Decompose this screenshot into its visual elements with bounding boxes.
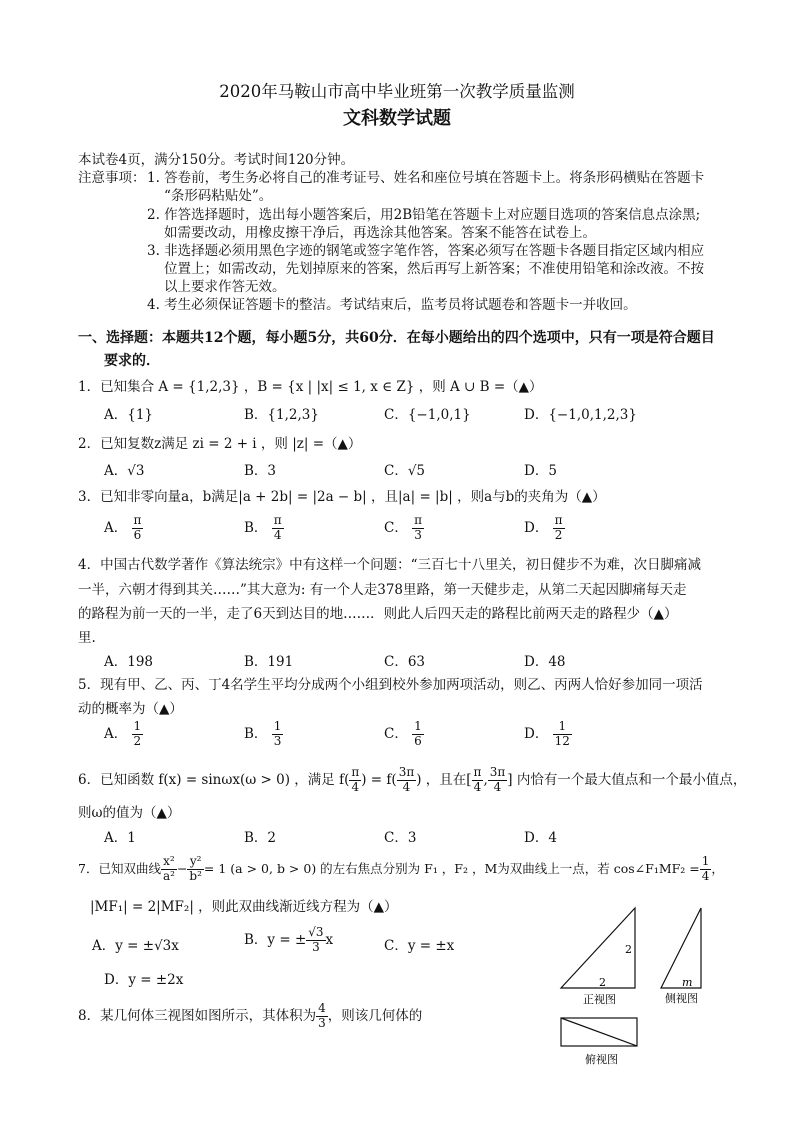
- question-4-line2: 一半，六朝才得到其关……”其大意为: 有一个人走378里路，第一天健步走，从第二天起因脚痛每天走: [78, 582, 687, 598]
- question-6-line1: 6．已知函数 f(x) = sinωx(ω > 0) ，满足 f( $\frac{\pi}{4}$ ) = f( $\frac{3\pi}{4}$ ) ，且在[ $\frac{\pi}{4}$ , $\frac{3\pi}{4}$ ] 内恰有一个最大值点和一个最小值点，: [78, 765, 747, 794]
- q2-option-d: D．5: [524, 463, 557, 479]
- front-base-label: 2: [599, 976, 606, 989]
- q2-option-c: C．√5: [384, 463, 426, 479]
- intro-text: 本试卷4页，满分150分。考试时间120分钟。: [78, 152, 355, 168]
- fraction: $\frac{\pi}{4}$: [273, 513, 282, 542]
- question-1: 1．已知集合 A = {1,2,3} ，B = {x | |x| ≤ 1, x ∈ Z} ，则 A ∪ B =（▲）: [78, 379, 543, 395]
- note-1b: “条形码粘贴处”。: [164, 188, 273, 204]
- q6-option-a: A．1: [104, 830, 136, 846]
- fraction: $\frac{\pi}{4}$: [351, 765, 360, 794]
- q3-option-c: C． $\frac{\pi}{3}$: [384, 513, 423, 542]
- fraction: $\frac{\pi}{6}$: [133, 513, 142, 542]
- fraction: $\frac{3\pi}{4}$: [489, 765, 506, 794]
- q7-option-a: A．y = ±√3x: [92, 938, 179, 954]
- question-4-line1: 4．中国古代数学著作《算法统宗》中有这样一个问题：“三百七十八里关，初日健步不为难，次日脚痛减: [78, 557, 701, 573]
- top-view-diagonal: [561, 1018, 637, 1046]
- side-view-label: 侧视图: [665, 992, 698, 1005]
- question-3: 3．已知非零向量a，b满足|a + 2b| = |2a − b| ，且|a| = |b| ，则a与b的夹角为（▲）: [78, 489, 606, 505]
- fraction: $\frac{1}{4}$: [701, 854, 710, 883]
- question-8: 8．某几何体三视图如图所示，其体积为 $\frac{4}{3}$ ，则该几何体的: [78, 1001, 423, 1030]
- notes-label: 注意事项：: [78, 170, 146, 186]
- q1-option-c: C．{−1,0,1}: [384, 407, 471, 423]
- q4-option-d: D．48: [524, 654, 566, 670]
- fraction: $\frac{1}{2}$: [133, 719, 142, 748]
- fraction: $\frac{1}{6}$: [414, 719, 422, 748]
- question-5-line2: 动的概率为（▲）: [78, 701, 183, 717]
- section-heading-cont: 要求的．: [104, 353, 160, 369]
- question-6-line2: 则ω的值为（▲）: [78, 805, 181, 821]
- note-2a: 2. 作答选择题时，选出每小题答案后，用2B铅笔在答题卡上对应题目选项的答案信息点涂黑;: [147, 207, 701, 223]
- q3-option-d: D． $\frac{\pi}{2}$: [524, 513, 563, 542]
- q3-option-a: A． $\frac{\pi}{6}$: [104, 513, 142, 542]
- q4-option-c: C．63: [384, 654, 426, 670]
- front-view-label: 正视图: [583, 993, 616, 1006]
- q7-option-c: C．y = ±x: [384, 938, 455, 954]
- fraction: $\frac{\pi}{4}$: [473, 765, 482, 794]
- q2-option-b: B．3: [244, 463, 277, 479]
- top-view-label: 俯视图: [585, 1053, 618, 1066]
- question-2: 2．已知复数z满足 zi = 2 + i ，则 |z| =（▲）: [78, 436, 362, 452]
- exam-subtitle: 文科数学试题: [343, 108, 451, 129]
- q5-option-c: C． $\frac{1}{6}$: [384, 719, 422, 748]
- note-3c: 以上要求作答无效。: [164, 279, 286, 295]
- side-base-label: m: [682, 976, 693, 989]
- q6-option-d: D．4: [524, 830, 557, 846]
- section-heading: 一、选择题：本题共12个题，每小题5分，共60分．在每小题给出的四个选项中，只有一项是符合题目: [78, 330, 715, 346]
- q1-option-b: B．{1,2,3}: [244, 407, 319, 423]
- question-4-line3: 的路程为前一天的一半，走了6天到达目的地……．则此人后四天走的路程比前两天走的路程少（▲）: [78, 606, 678, 622]
- note-3b: 位置上；如需改动，先划掉原来的答案，然后再写上新答案；不准使用铅笔和涂改液。不按: [164, 261, 704, 277]
- exam-title: 2020年马鞍山市高中毕业班第一次教学质量监测: [219, 82, 575, 101]
- question-5-line1: 5．现有甲、乙、丙、丁4名学生平均分成两个小组到校外参加两项活动，则乙、丙两人恰好参加同一项活: [78, 677, 703, 693]
- q4-option-a: A．198: [104, 654, 154, 670]
- note-2b: 如需要改动，用橡皮擦干净后，再选涂其他答案。答案不能答在试卷上。: [164, 225, 596, 241]
- q7-option-b: B．y = ± $\frac{√3}{3}$ x: [244, 925, 334, 954]
- q3-option-b: B． $\frac{\pi}{4}$: [244, 513, 282, 542]
- fraction: $\frac{\text{y²}}{\text{b²}}$: [189, 854, 202, 883]
- note-1a: 1. 答卷前，考生务必将自己的准考证号、姓名和座位号填在答题卡上。将条形码横贴在答题卡: [147, 170, 705, 186]
- fraction: $\frac{√3}{3}$: [308, 925, 324, 954]
- fraction: $\frac{\pi}{2}$: [554, 513, 563, 542]
- q5-option-b: B． $\frac{1}{3}$: [244, 719, 282, 748]
- q7-option-d: D．y = ±2x: [104, 972, 184, 988]
- q6-option-b: B．2: [244, 830, 277, 846]
- note-4: 4. 考生必须保证答题卡的整洁。考试结束后，监考员将试题卷和答题卡一并收回。: [147, 297, 637, 313]
- three-view-figure: [555, 900, 715, 1072]
- fraction: $\frac{\text{x²}}{\text{a²}}$: [162, 854, 175, 883]
- question-7-line1: 7．已知双曲线 $\frac{\text{x²}}{\text{a²}}$ − $\frac{\text{y²}}{\text{b²}}$ = 1 (a > 0, b > 0) 的左右焦点分别为 F₁ ，F₂ ，M为双曲线上一点，若 cos∠F₁MF₂ = $\frac{1}{4}$ ，: [78, 854, 724, 883]
- note-3a: 3. 非选择题必须用黑色字迹的钢笔或签字笔作答，答案必须写在答题卡各题目指定区域内相应: [147, 243, 705, 259]
- q2-option-a: A．√3: [104, 463, 145, 479]
- question-4-line4: 里.: [78, 630, 96, 646]
- side-view-triangle: [661, 908, 701, 988]
- fraction: $\frac{3\pi}{4}$: [398, 765, 415, 794]
- fraction: $\frac{1}{12}$: [554, 719, 570, 748]
- q1-option-d: D．{−1,0,1,2,3}: [524, 407, 637, 423]
- fraction: $\frac{1}{3}$: [273, 719, 282, 748]
- q6-option-c: C．3: [384, 830, 417, 846]
- q1-option-a: A．{1}: [104, 407, 154, 423]
- fraction: $\frac{\pi}{3}$: [414, 513, 423, 542]
- q5-option-a: A． $\frac{1}{2}$: [104, 719, 142, 748]
- q4-option-b: B．191: [244, 654, 294, 670]
- front-view-triangle: [561, 908, 635, 988]
- front-height-label: 2: [625, 943, 632, 956]
- fraction: $\frac{4}{3}$: [318, 1001, 326, 1030]
- q5-option-d: D． $\frac{1}{12}$: [524, 719, 570, 748]
- question-7-line2: |MF₁| = 2|MF₂| ，则此双曲线渐近线方程为（▲）: [90, 899, 398, 915]
